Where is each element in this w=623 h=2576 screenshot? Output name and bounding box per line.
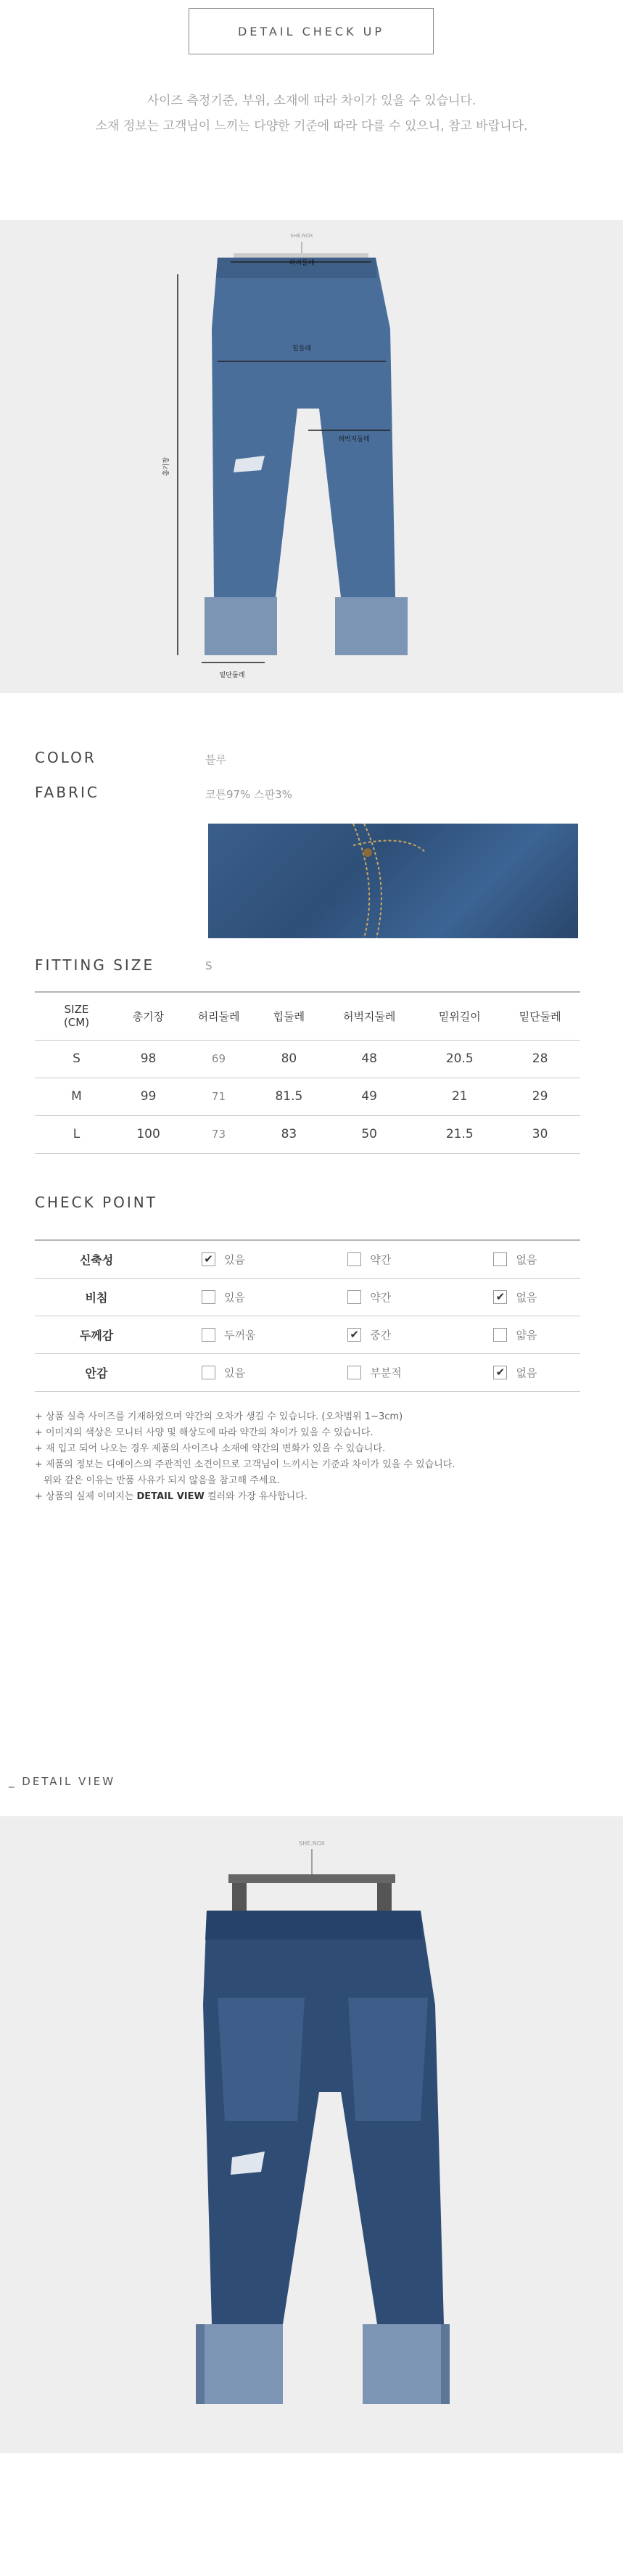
- checkbox[interactable]: [202, 1328, 215, 1342]
- checkbox-checked[interactable]: ✔: [347, 1328, 361, 1342]
- option-label: 있음: [224, 1290, 245, 1304]
- size-cell: 71: [178, 1078, 259, 1115]
- check-row: [35, 1316, 580, 1353]
- note-bold: DETAIL VIEW: [136, 1491, 205, 1502]
- thigh-fade: [218, 1998, 305, 2121]
- option-label: 없음: [516, 1366, 537, 1379]
- fabric-label: FABRIC: [35, 784, 99, 801]
- right-cuff-edge: [441, 2324, 450, 2404]
- checkbox[interactable]: [493, 1328, 507, 1342]
- option-label: 두꺼움: [224, 1328, 256, 1342]
- size-cell: 48: [319, 1040, 419, 1078]
- size-cell: 99: [118, 1078, 178, 1115]
- option-label: 약간: [370, 1252, 392, 1266]
- length-label: 총기장: [163, 456, 170, 477]
- hanger-bar: [228, 1874, 395, 1883]
- size-header-cell: 허벅지둘레: [319, 992, 419, 1040]
- jeans-waistband: [205, 1911, 423, 1940]
- size-header-cell: 힙둘레: [259, 992, 319, 1040]
- hanger-brand: SHE.NOX: [290, 233, 313, 239]
- size-cell: L: [35, 1115, 118, 1153]
- size-table: [35, 991, 580, 1154]
- check-row-label: 비침: [35, 1278, 158, 1316]
- option-label: 중간: [370, 1328, 392, 1342]
- size-header-cell: 허리둘레: [178, 992, 259, 1040]
- size-cell: 98: [118, 1040, 178, 1078]
- note-line: + 재 입고 되어 나오는 경우 제품의 사이즈나 소재에 약간의 변화가 있을 수 있습니다.: [35, 1443, 386, 1454]
- jeans-body: [212, 258, 395, 597]
- fitting-size-value: S: [205, 959, 213, 972]
- size-header-cell: 밑위길이: [419, 992, 500, 1040]
- checkbox[interactable]: [493, 1252, 507, 1266]
- fabric-value: 코튼97% 스판3%: [205, 788, 292, 801]
- hem-label: 밑단둘레: [219, 672, 245, 679]
- check-row-label: 두께감: [35, 1316, 158, 1353]
- size-header-cell: 총기장: [118, 992, 178, 1040]
- size-cell: 73: [178, 1115, 259, 1153]
- size-cell: 83: [259, 1115, 319, 1153]
- notes-block: [35, 1409, 586, 1505]
- checkbox-checked[interactable]: ✔: [493, 1366, 507, 1379]
- notice-line-1: 사이즈 측정기준, 부위, 소재에 따라 차이가 있을 수 있습니다.: [147, 94, 476, 108]
- right-cuff: [363, 2324, 450, 2404]
- table-row: [35, 1078, 580, 1115]
- size-cell: 69: [178, 1040, 259, 1078]
- notice-line-2: 소재 정보는 고객님이 느끼는 다양한 기준에 따라 다를 수 있으니, 참고 바랍니다.: [95, 119, 528, 134]
- note-text: 컬러와 가장 유사합니다.: [204, 1491, 308, 1502]
- checkbox[interactable]: [347, 1252, 361, 1266]
- stitch-1: [353, 824, 369, 938]
- size-cell: 30: [500, 1115, 580, 1153]
- size-cell: 81.5: [259, 1078, 319, 1115]
- table-row: [35, 1040, 580, 1078]
- jeans-measure-illustration: [0, 220, 623, 693]
- option-label: 있음: [224, 1366, 245, 1379]
- size-cell: 100: [118, 1115, 178, 1153]
- hanger-bar: [234, 253, 368, 258]
- check-point-table: [35, 1239, 580, 1392]
- hip-label: 힙둘레: [292, 345, 312, 353]
- option-label: 약간: [370, 1290, 392, 1304]
- check-row-label: 신축성: [35, 1240, 158, 1278]
- size-cell: 80: [259, 1040, 319, 1078]
- check-row: [35, 1353, 580, 1391]
- size-header-cell: 밑단둘레: [500, 992, 580, 1040]
- right-cuff: [335, 597, 408, 655]
- detail-view-title: _ DETAIL VIEW: [9, 1775, 116, 1788]
- fabric-stitching: [208, 824, 578, 938]
- fitting-size-label: FITTING SIZE: [35, 956, 155, 974]
- check-row: [35, 1278, 580, 1316]
- note-line: + 이미지의 색상은 모니터 사양 및 해상도에 따라 약간의 차이가 있을 수 있습니다.: [35, 1427, 374, 1438]
- checkbox-checked[interactable]: ✔: [493, 1290, 507, 1304]
- note-line: [35, 1489, 586, 1505]
- note-text: + 상품의 실제 이미지는: [35, 1491, 137, 1502]
- size-cell: M: [35, 1078, 118, 1115]
- size-cell: 50: [319, 1115, 419, 1153]
- size-cell: 21: [419, 1078, 500, 1115]
- checkbox[interactable]: [202, 1290, 215, 1304]
- size-cell: 29: [500, 1078, 580, 1115]
- option-label: 부분적: [370, 1366, 402, 1379]
- size-cell: 28: [500, 1040, 580, 1078]
- thigh-label: 허벅지둘레: [338, 436, 370, 443]
- hanger-clip-left: [232, 1883, 247, 1912]
- checkbox[interactable]: [202, 1366, 215, 1379]
- checkbox-checked[interactable]: ✔: [202, 1252, 215, 1266]
- waist-label: 허리둘레: [289, 260, 315, 267]
- option-label: 얇음: [516, 1328, 537, 1342]
- detail-view-photo: [0, 1816, 623, 2453]
- thigh-fade: [348, 1998, 428, 2121]
- check-row: [35, 1240, 580, 1278]
- size-cell: 21.5: [419, 1115, 500, 1153]
- checkbox[interactable]: [347, 1366, 361, 1379]
- fabric-swatch-image: [208, 824, 578, 938]
- note-line: + 상품 실측 사이즈를 기재하였으며 약간의 오차가 생길 수 있습니다. (오차범위 1~3cm): [35, 1411, 403, 1422]
- note-line: 위와 같은 이유는 반품 사유가 되지 않음을 참고해 주세요.: [44, 1475, 281, 1486]
- left-cuff-edge: [196, 2324, 205, 2404]
- left-cuff: [196, 2324, 283, 2404]
- hanger-clip-right: [377, 1883, 392, 1912]
- size-cell: 49: [319, 1078, 419, 1115]
- color-value: 블루: [205, 753, 226, 766]
- check-row-label: 안감: [35, 1353, 158, 1391]
- size-header-cell: SIZE (CM): [35, 992, 118, 1040]
- detail-check-up-title: DETAIL CHECK UP: [189, 8, 434, 54]
- size-cell: 20.5: [419, 1040, 500, 1078]
- rivet: [363, 848, 372, 857]
- size-cell: S: [35, 1040, 118, 1078]
- size-table-header: [35, 992, 580, 1040]
- measurement-photo: [0, 220, 623, 693]
- table-row: [35, 1115, 580, 1153]
- option-label: 없음: [516, 1252, 537, 1266]
- jeans-detail-illustration: [0, 1816, 623, 2453]
- check-point-title: CHECK POINT: [35, 1194, 157, 1211]
- checkbox[interactable]: [347, 1290, 361, 1304]
- hanger-brand: SHE.NOX: [299, 1840, 325, 1847]
- option-label: 있음: [224, 1252, 245, 1266]
- note-line: + 제품의 정보는 디에이스의 주관적인 소견이므로 고객님이 느끼시는 기준과 차이가 있을 수 있습니다.: [35, 1459, 455, 1470]
- option-label: 없음: [516, 1290, 537, 1304]
- color-label: COLOR: [35, 749, 96, 766]
- left-cuff: [205, 597, 277, 655]
